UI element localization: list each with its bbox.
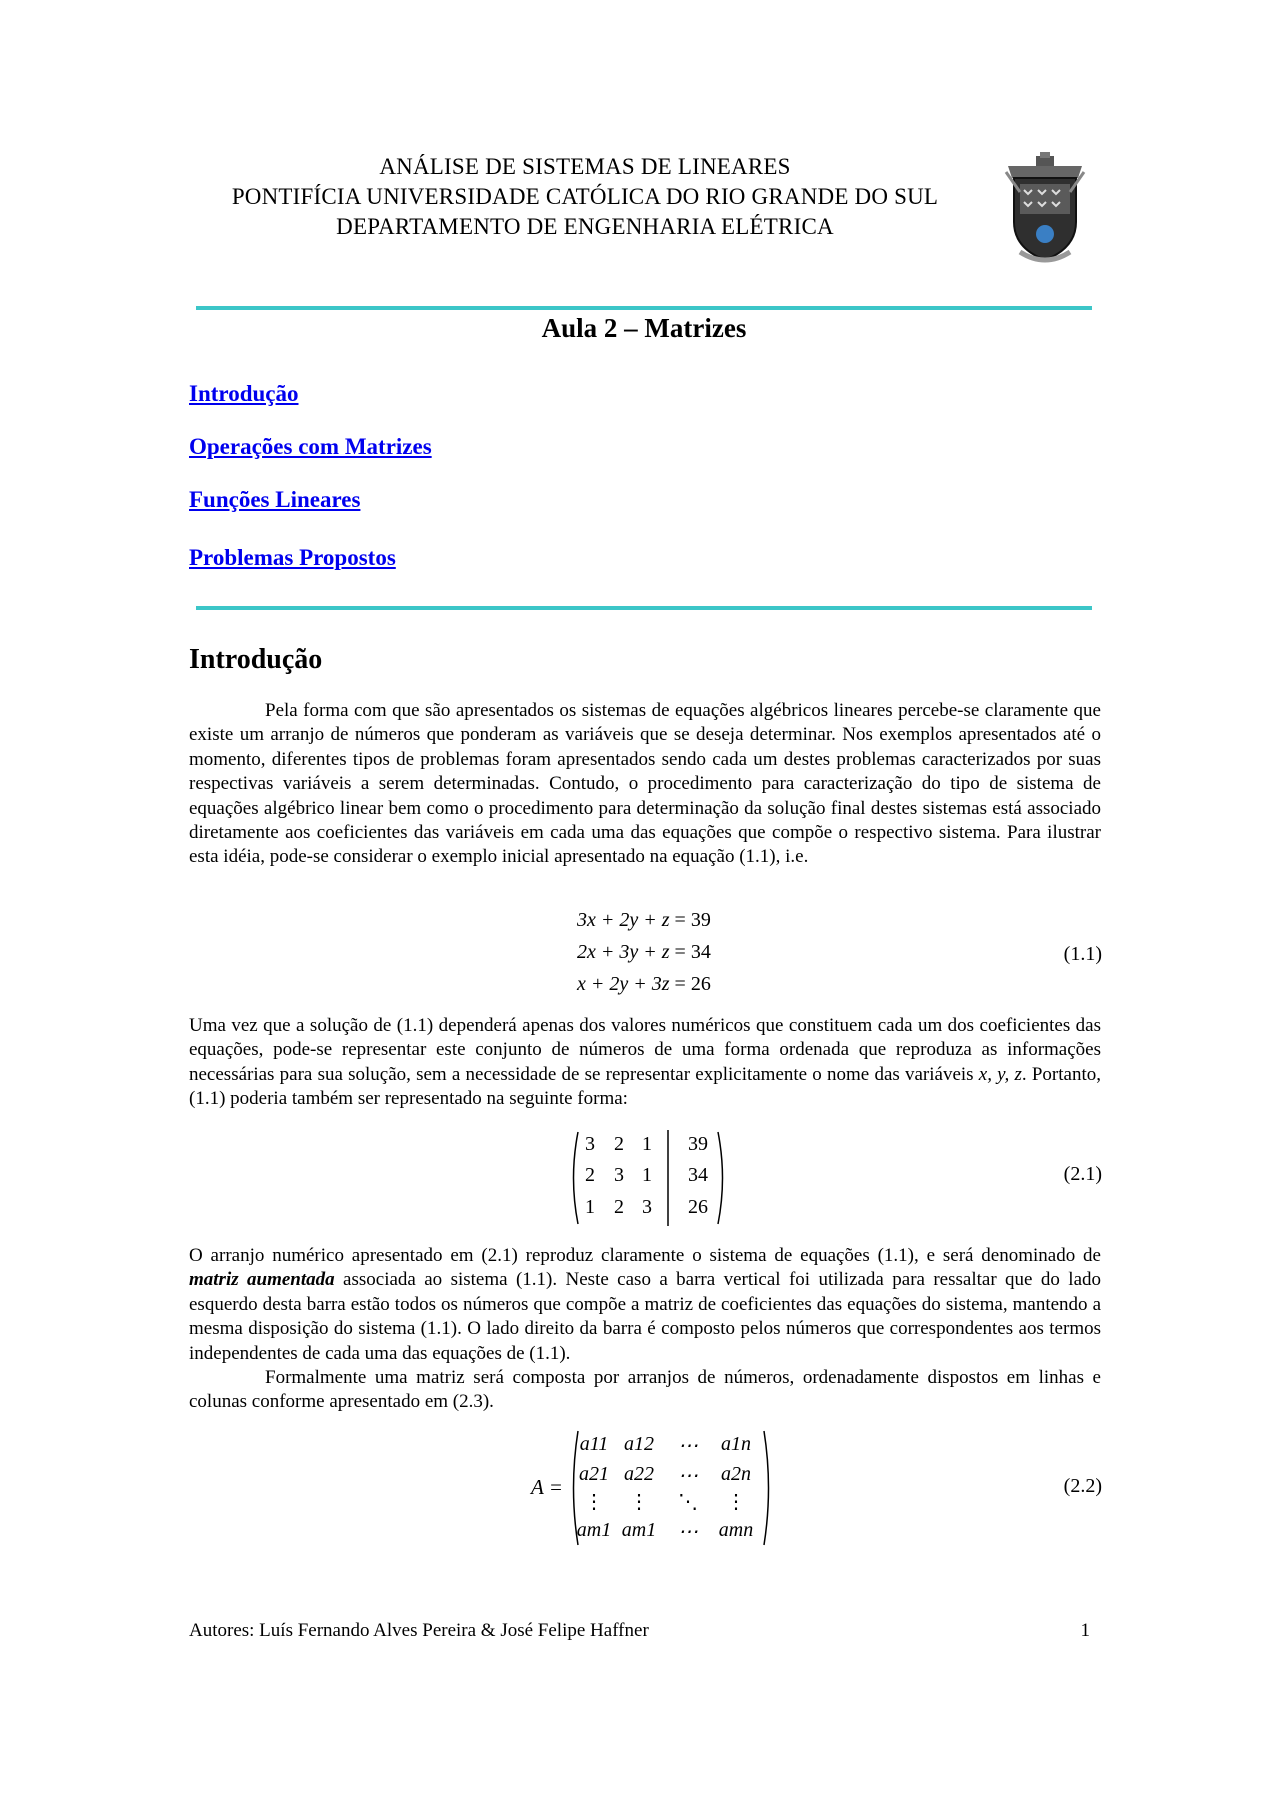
matrix-cell: ⋯ — [678, 1521, 698, 1543]
footer-authors: Autores: Luís Fernando Alves Pereira & José Felipe Haffner — [189, 1620, 649, 1641]
matrix-cell: ⋯ — [678, 1465, 698, 1487]
matrix-cell: 3 — [614, 1164, 624, 1186]
general-matrix — [568, 1427, 774, 1549]
equation-line: 2x + 3y + z = 34 — [577, 941, 711, 963]
matrix-cell: ⋮ — [584, 1491, 604, 1513]
matrix-cell: a21 — [579, 1463, 609, 1485]
equation-line: x + 2y + 3z = 26 — [577, 973, 711, 995]
matrix-cell: 34 — [688, 1164, 708, 1186]
toc-link-funcoes[interactable]: Funções Lineares — [189, 487, 361, 512]
matrix-cell: ⋮ — [629, 1491, 649, 1513]
document-header — [180, 152, 990, 242]
equation-label: (1.1) — [1063, 943, 1102, 965]
matrix-cell: ⋯ — [678, 1435, 698, 1457]
bottom-divider — [196, 606, 1092, 610]
matrix-cell: 1 — [642, 1164, 652, 1186]
matrix-cell: 2 — [614, 1196, 624, 1218]
matrix-cell: ⋮ — [726, 1491, 746, 1513]
section-heading: Introdução — [189, 644, 323, 675]
matrix-cell: 39 — [688, 1133, 708, 1155]
matrix-cell: amn — [718, 1519, 754, 1541]
matrix-cell: a11 — [579, 1433, 609, 1455]
university-crest-icon — [1000, 152, 1090, 268]
matrix-cell: ⋱ — [678, 1491, 698, 1513]
equation-line: 3x + 2y + z = 39 — [577, 909, 711, 931]
matrix-cell: 1 — [585, 1196, 595, 1218]
page-title: Aula 2 – Matrizes — [541, 313, 747, 343]
matrix-cell: a1n — [721, 1433, 751, 1455]
header-university: PONTIFÍCIA UNIVERSIDADE CATÓLICA DO RIO GRANDE DO SUL — [231, 184, 939, 209]
matrix-cell: a12 — [624, 1433, 654, 1455]
term-matriz-aumentada: matriz aumentada — [189, 1269, 335, 1291]
equation-label: (2.1) — [1063, 1163, 1102, 1185]
toc-link-introducao[interactable]: Introdução — [189, 381, 299, 406]
top-divider — [196, 306, 1092, 310]
paragraph-intro: Pela forma com que são apresentados os sistemas de equações algébricos lineares percebe-se claramente que existe um arranjo de números que ponderam as variáveis que se deseja determinar. Nos exemplos apresentados até o momento, diferentes tipos de problemas foram apresentados sendo cada um destes problemas caracterizados por suas respectivas variáveis a serem determinadas. Contudo, o procedimento para caracterização do tipo de sistema de equações algébrico linear bem como o procedimento para determinação da solução final destes sistemas está associado diretamente aos coeficientes das variáveis em cada uma das equações que compõe o respectivo sistema. Para ilustrar esta idéia, pode-se considerar o exemplo inicial apresentado na equação (1.1), i.e. — [189, 700, 1101, 868]
page-number: 1 — [1080, 1620, 1090, 1641]
toc-link-operacoes[interactable]: Operações com Matrizes — [189, 434, 432, 459]
paragraph-formal: Formalmente uma matriz será composta por arranjos de números, ordenadamente dispostos em linhas e colunas conforme apresentado em (2.3). — [189, 1367, 1101, 1413]
matrix-cell: a22 — [624, 1463, 654, 1485]
header-department: DEPARTAMENTO DE ENGENHARIA ELÉTRICA — [336, 214, 834, 239]
matrix-lhs: A = — [531, 1475, 563, 1499]
matrix-cell: am1 — [576, 1519, 612, 1541]
paragraph-augmented: O arranjo numérico apresentado em (2.1) reproduz claramente o sistema de equações (1.1), e será denominado de matriz aumentada associada ao sistema (1.1). Neste caso a barra vertical foi utilizada para ressaltar que do lado esquerdo desta barra estão todos os números que compõe a matriz de coeficientes das equações do sistema, mantendo a mesma disposição do sistema (1.1). O lado direito da barra é composto pelos números que correspondentes aos termos independentes de cada uma das equações de (1.1). — [189, 1245, 1101, 1364]
equation-system — [577, 909, 757, 1005]
matrix-cell: 3 — [585, 1133, 595, 1155]
toc-link-problemas[interactable]: Problemas Propostos — [189, 545, 396, 570]
paragraph-representation: Uma vez que a solução de (1.1) dependerá apenas dos valores numéricos que constituem cada um dos coeficientes das equações, pode-se representar este conjunto de números de uma forma ordenada que reproduza as informações necessárias para sua solução, sem a necessidade de se representar explicitamente o nome das variáveis x, y, z. Portanto, (1.1) poderia também ser representado na seguinte forma: — [189, 1015, 1101, 1110]
augmented-matrix — [568, 1128, 728, 1228]
matrix-cell: am1 — [621, 1519, 657, 1541]
header-course: ANÁLISE DE SISTEMAS DE LINEARES — [379, 154, 791, 179]
matrix-cell: a2n — [721, 1463, 751, 1485]
matrix-cell: 3 — [642, 1196, 652, 1218]
matrix-cell: 2 — [585, 1164, 595, 1186]
equation-label: (2.2) — [1063, 1475, 1102, 1497]
matrix-cell: 26 — [688, 1196, 708, 1218]
matrix-cell: 1 — [642, 1133, 652, 1155]
matrix-cell: 2 — [614, 1133, 624, 1155]
